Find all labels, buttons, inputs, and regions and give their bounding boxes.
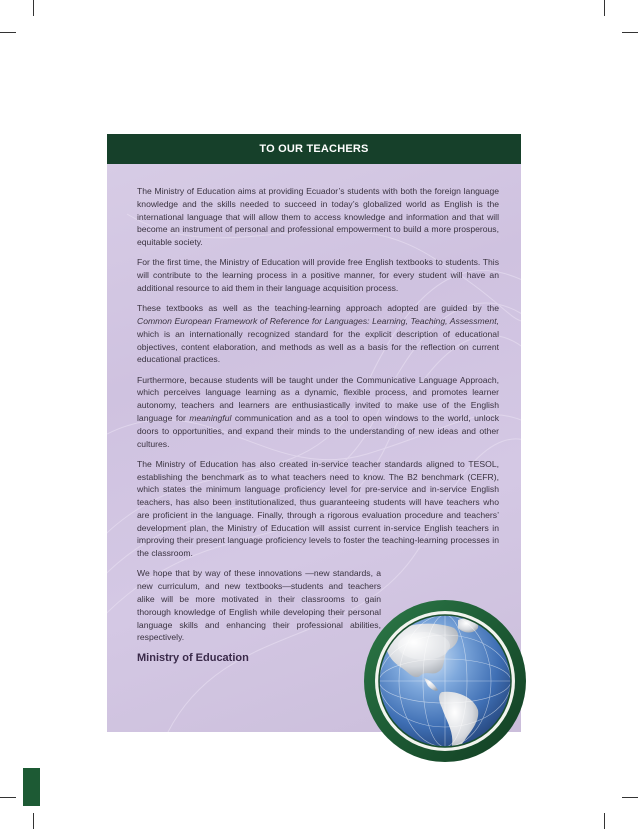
paragraph: For the first time, the Ministry of Education will provide free English textbooks to students. This will contribute to the learning process in a positive manner, for every student will have an additional resource to aid them in their language acquisition process. [137, 257, 499, 293]
crop-mark [622, 32, 638, 33]
panel-title: TO OUR TEACHERS [107, 134, 521, 164]
crop-mark [0, 797, 16, 798]
crop-mark [33, 813, 34, 829]
signature: Ministry of Education [137, 651, 249, 664]
paragraph: The Ministry of Education has also created in-service teacher standards aligned to TESOL, establishing the benchmark as to what teachers need to know. The B2 benchmark (CEFR), which states the minimum language proficiency level for pre-service and in-service English teachers, has also been institutionalized, thus guaranteeing students will have teachers who are proficient in the language. Finally, through a rigorous evaluation procedure and teachers’ development plan, the Ministry of Education will assist current in-service English teachers in improving their present language proficiency levels to foster the teaching-learning processes in the classroom. [137, 458, 499, 559]
framework-title: Common European Framework of Reference for Languages: Learning, Teaching, Assessment, [137, 315, 499, 326]
paragraph-text: communication and as a tool to open windows to the world, unlock doors to opportunities, and expand their minds to the understanding of new ideas and other cultures. [137, 412, 499, 449]
crop-mark [604, 0, 605, 16]
paragraph [137, 374, 499, 451]
globe-icon [362, 598, 528, 764]
crop-mark [604, 813, 605, 829]
paragraph [137, 302, 499, 366]
page-edge-tab [23, 768, 40, 806]
crop-mark [622, 797, 638, 798]
paragraph-text: Furthermore, because students will be taught under the Communicative Language Approach, which perceives language learning as a dynamic, flexible process, and promotes learner autonomy, teachers and learners are enthusiastically invited to make use of the English language for [137, 374, 499, 423]
paragraph: The Ministry of Education aims at providing Ecuador’s students with both the foreign language knowledge and the skills needed to succeed in today’s globalized world as English is the international language that will allow them to access knowledge and information and that will become an instrument of personal and professional empowerment to build a more prosperous, equitable society. [137, 186, 499, 248]
paragraph: We hope that by way of these innovations —new standards, a new curriculum, and new textbooks—students and teachers alike will be more motivated in their classrooms to gain thorough knowledge of English while developing their personal language skills and enhancing their professional abilities, respectively. [137, 568, 381, 643]
crop-mark [0, 32, 16, 33]
paragraph-text: These textbooks as well as the teaching-learning approach adopted are guided by the [137, 303, 499, 314]
paragraph-text: which is an internationally recognized standard for the explicit description of educational objectives, content elaboration, and methods as well as a basis for the reflection on current educational practices. [137, 328, 499, 365]
crop-mark [33, 0, 34, 16]
letter-body [137, 185, 499, 664]
emphasis-text: meaningful [189, 412, 232, 423]
